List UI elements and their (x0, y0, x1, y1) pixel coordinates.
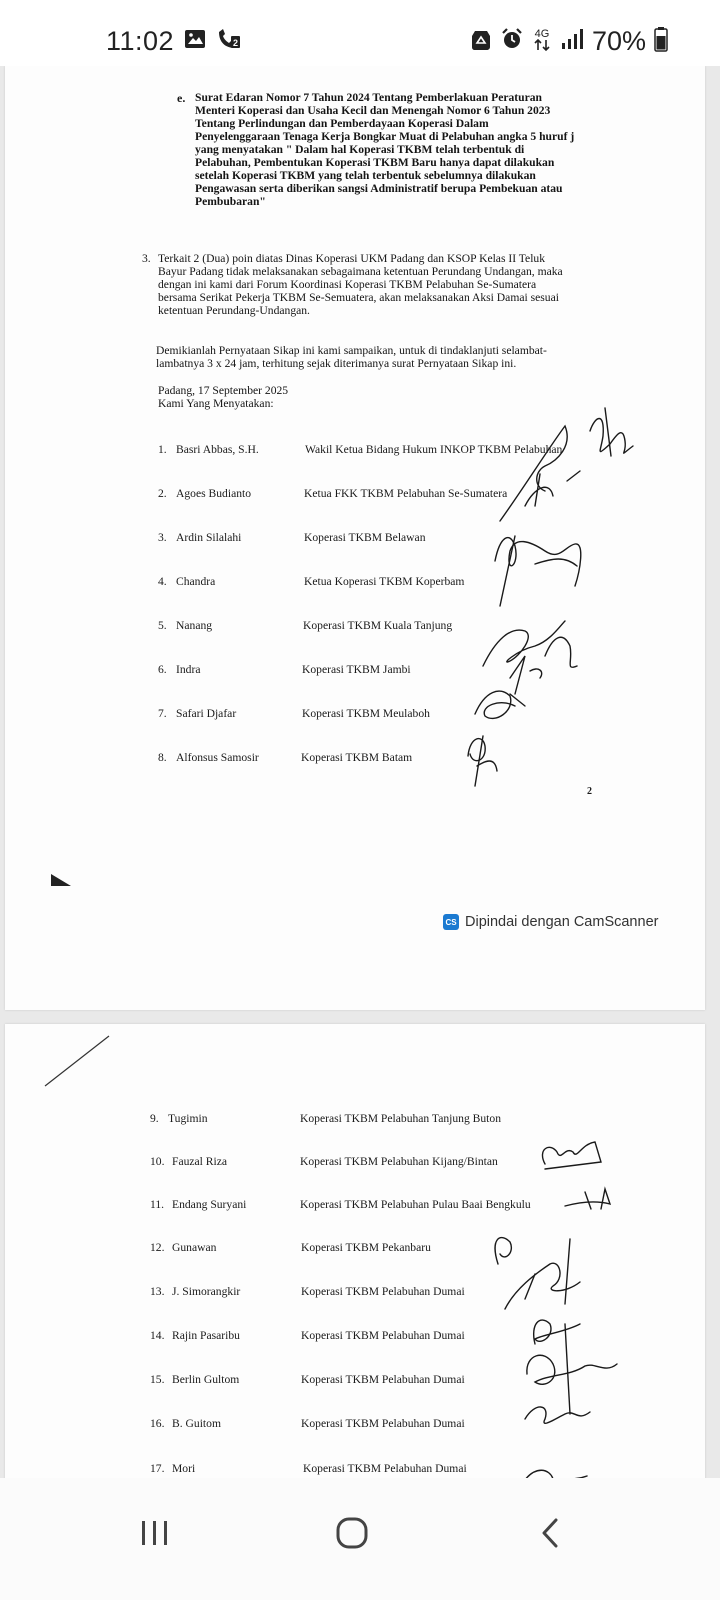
paragraph-line: ketentuan Perundang-Undangan. (158, 304, 310, 317)
paragraph-line: Bayur Padang tidak melaksanakan sebagaimana ketentuan Perundang Undangan, maka (158, 265, 563, 278)
signatory-role: Koperasi TKBM Pelabuhan Pulau Baai Bengkulu (300, 1198, 531, 1211)
page-number: 2 (587, 786, 592, 797)
signatory-role: Koperasi TKBM Pelabuhan Tanjung Buton (300, 1112, 501, 1125)
home-button[interactable] (322, 1508, 382, 1558)
paragraph-line: Pembubaran" (195, 195, 266, 208)
paragraph-line: Terkait 2 (Dua) poin diatas Dinas Koperasi UKM Padang dan KSOP Kelas II Teluk (158, 252, 546, 265)
signatory-role: Koperasi TKBM Pelabuhan Dumai (301, 1417, 465, 1430)
svg-text:2: 2 (233, 38, 239, 48)
signatory-number: 17. (150, 1462, 165, 1475)
network-4g-icon (532, 26, 552, 57)
back-icon (540, 1517, 560, 1549)
paragraph-line: setelah Koperasi TKBM yang telah terbentuk sebelumnya dilakukan (195, 169, 536, 182)
signatory-number: 11. (150, 1198, 165, 1211)
signatory-role: Ketua FKK TKBM Pelabuhan Se-Sumatera (304, 487, 508, 500)
signatory-role: Koperasi TKBM Jambi (302, 663, 411, 676)
signatory-name: J. Simorangkir (172, 1285, 241, 1298)
paragraph-line: Pengawasan serta diberikan sangsi Administratif berupa Pembekuan atau (195, 182, 563, 195)
scan-artifact-line (43, 1032, 113, 1088)
place-date: Padang, 17 September 2025 (158, 384, 289, 397)
signatory-number: 16. (150, 1417, 165, 1430)
camscanner-text: Dipindai dengan CamScanner (465, 914, 659, 930)
navigation-bar (0, 1478, 720, 1600)
signatory-name: Fauzal Riza (172, 1155, 228, 1168)
signatory-name: Basri Abbas, S.H. (176, 443, 259, 456)
battery-percentage: 70% (591, 26, 646, 56)
signatory-number: 10. (150, 1155, 165, 1168)
signatory-role: Ketua Koperasi TKBM Koperbam (304, 575, 465, 588)
paragraph-line: Menteri Koperasi dan Usaha Kecil dan Menengah Nomor 6 Tahun 2023 (195, 104, 551, 117)
closing-paragraph (156, 344, 602, 370)
signatory-role: Wakil Ketua Bidang Hukum INKOP TKBM Pelabuhan (305, 443, 563, 456)
signatory-role: Koperasi TKBM Pelabuhan Dumai (301, 1373, 465, 1386)
recycle-icon (470, 27, 492, 56)
signatory-name: Safari Djafar (176, 707, 237, 720)
signatory-number: 8. (158, 751, 167, 764)
signatory-name: Berlin Gultom (172, 1373, 240, 1386)
status-left (106, 26, 242, 57)
signatory-name: Nanang (176, 619, 213, 632)
signatory-role: Koperasi TKBM Pekanbaru (301, 1241, 431, 1254)
paragraph-line: Pelabuhan, Pembentukan Koperasi TKBM Baru hanya dapat dilakukan (195, 156, 555, 169)
signatory-number: 5. (158, 619, 167, 632)
signatory-name: Alfonsus Samosir (176, 751, 259, 764)
signatory-name: Indra (176, 663, 201, 676)
paragraph-line: Tentang Perlindungan dan Pemberdayaan Koperasi Dalam (195, 117, 489, 130)
signatory-name: Tugimin (168, 1112, 208, 1125)
scanned-page-1 (5, 66, 705, 1010)
item-e-paragraph (195, 91, 601, 208)
signatory-name: Agoes Budianto (176, 487, 252, 500)
paragraph-line: bersama Serikat Pekerja TKBM Se-Semuatera, akan melaksanakan Aksi Damai sesuai (158, 291, 559, 304)
item-3-marker: 3. (142, 252, 151, 265)
signatory-number: 2. (158, 487, 167, 500)
camscanner-logo: CS (443, 914, 459, 930)
camscanner-watermark (443, 914, 658, 930)
signatory-number: 6. (158, 663, 167, 676)
signatory-number: 14. (150, 1329, 165, 1342)
signatory-role: Koperasi TKBM Pelabuhan Kijang/Bintan (300, 1155, 498, 1168)
paragraph-line: lambatnya 3 x 24 jam, terhitung sejak diterimanya surat Pernyataan Sikap ini. (156, 357, 517, 370)
home-icon (335, 1516, 369, 1550)
paragraph-line: Demikianlah Pernyataan Sikap ini kami sampaikan, untuk di tindaklanjuti selambat- (156, 344, 547, 357)
signatory-number: 1. (158, 443, 167, 456)
scanned-page-2 (5, 1024, 705, 1478)
signatory-number: 15. (150, 1373, 165, 1386)
battery-icon (654, 26, 668, 57)
statement-heading: Kami Yang Menyatakan: (158, 397, 274, 410)
signatory-number: 13. (150, 1285, 165, 1298)
signal-icon (560, 28, 584, 55)
paragraph-line: Penyelenggaraan Tenaga Kerja Bongkar Muat di Pelabuhan angka 5 huruf j (195, 130, 575, 143)
signatory-role: Koperasi TKBM Belawan (304, 531, 426, 544)
signatory-name: Endang Suryani (172, 1198, 247, 1211)
document-viewer[interactable] (0, 66, 720, 1478)
signatory-name: Gunawan (172, 1241, 217, 1254)
signatory-name: B. Guitom (172, 1417, 221, 1430)
paragraph-line: Surat Edaran Nomor 7 Tahun 2024 Tentang Pemberlakuan Peraturan (195, 91, 543, 104)
status-right (470, 26, 668, 57)
status-time: 11:02 (106, 26, 175, 56)
signatory-number: 12. (150, 1241, 165, 1254)
paragraph-line: yang menyatakan " Dalam hal Koperasi TKBM telah terbentuk di (195, 143, 525, 156)
scan-artifact-mark (49, 872, 73, 888)
gallery-icon (184, 29, 206, 54)
signatory-role: Koperasi TKBM Pelabuhan Dumai (301, 1329, 465, 1342)
signatory-number: 3. (158, 531, 167, 544)
signatory-number: 4. (158, 575, 167, 588)
signatory-role: Koperasi TKBM Batam (301, 751, 413, 764)
item-3-paragraph (158, 252, 602, 317)
signatory-name: Rajin Pasaribu (172, 1329, 240, 1342)
wifi-call-icon (216, 27, 242, 56)
svg-text:4G: 4G (534, 28, 550, 40)
signatory-number: 7. (158, 707, 167, 720)
signatory-role: Koperasi TKBM Pelabuhan Dumai (303, 1462, 467, 1475)
signatory-name: Mori (172, 1462, 196, 1475)
alarm-icon (500, 27, 524, 56)
recent-apps-button[interactable] (125, 1508, 185, 1558)
signatory-role: Koperasi TKBM Meulaboh (302, 707, 430, 720)
paragraph-line: dengan ini kami dari Forum Koordinasi Koperasi TKBM Pelabuhan Se-Sumatera (158, 278, 537, 291)
signatory-role: Koperasi TKBM Kuala Tanjung (303, 619, 453, 632)
signatory-role: Koperasi TKBM Pelabuhan Dumai (301, 1285, 465, 1298)
signatory-name: Ardin Silalahi (176, 531, 242, 544)
back-button[interactable] (520, 1508, 580, 1558)
recent-apps-icon (140, 1519, 170, 1547)
item-e-marker: e. (177, 91, 186, 105)
signatory-name: Chandra (176, 575, 216, 588)
signatory-number: 9. (150, 1112, 159, 1125)
